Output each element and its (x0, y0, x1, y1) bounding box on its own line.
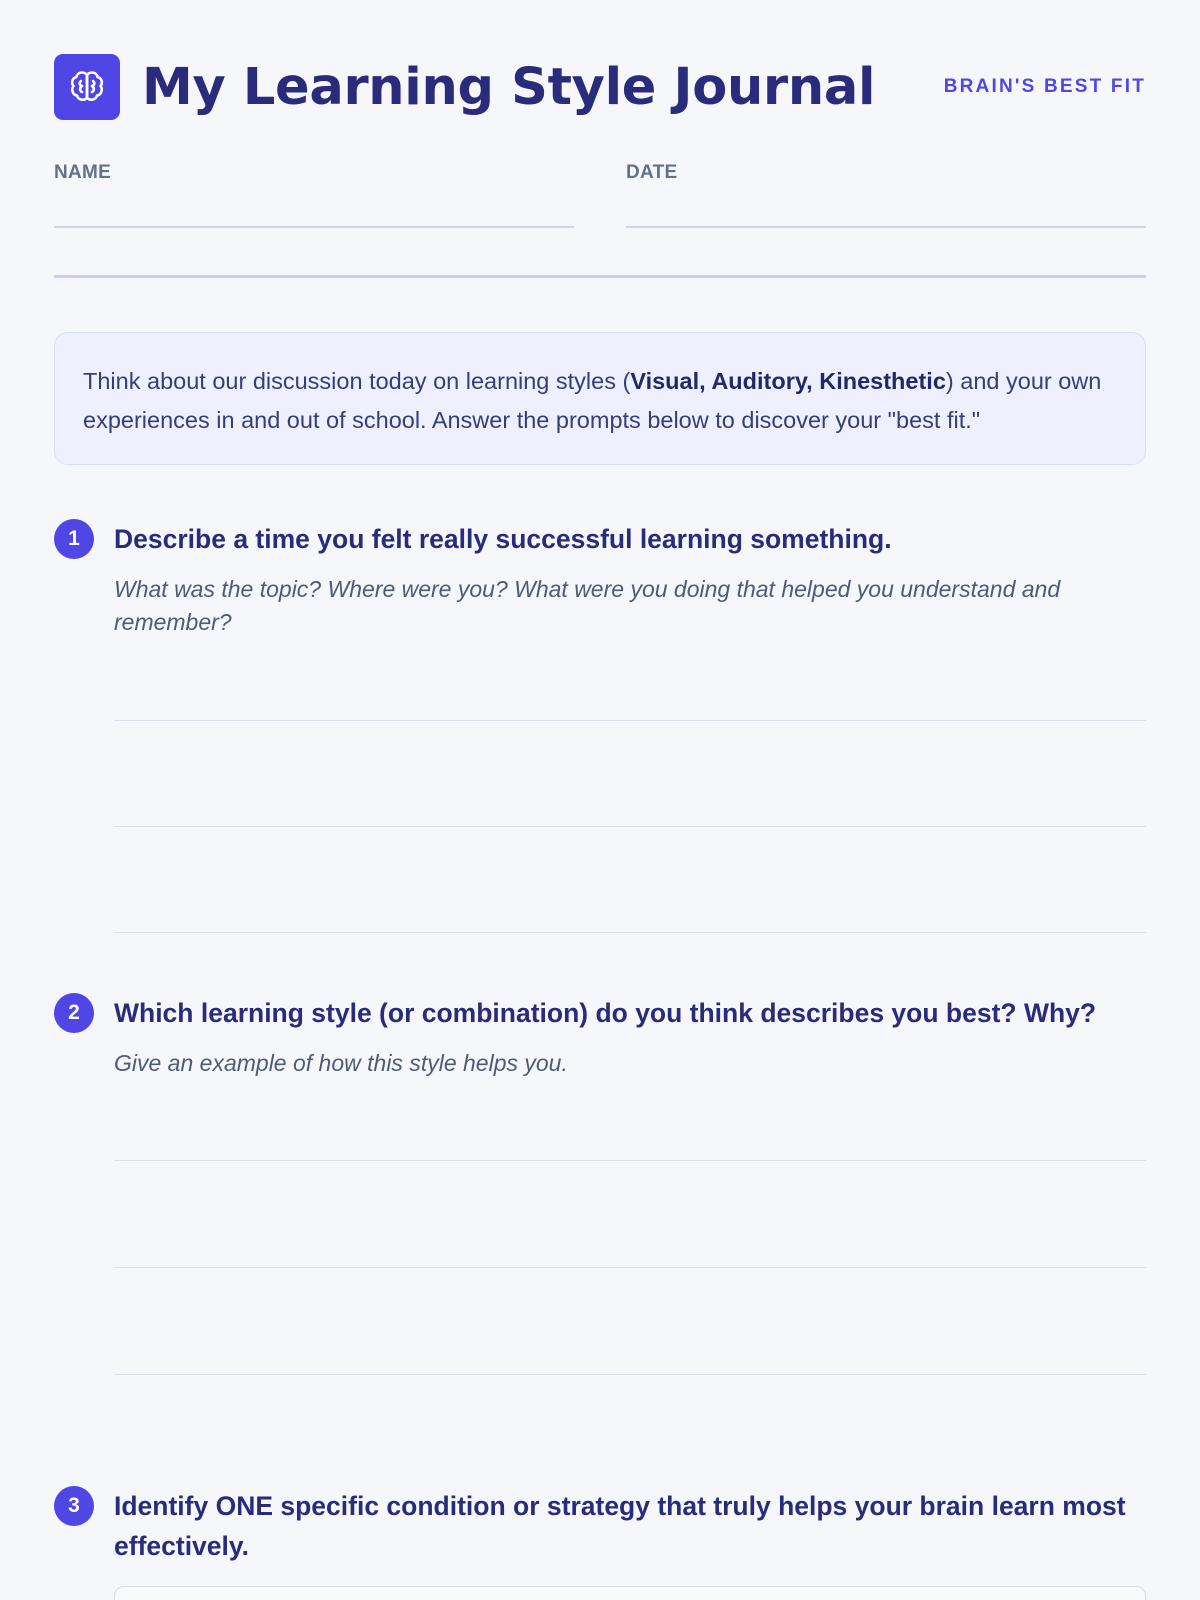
brain-icon (54, 54, 120, 120)
header (54, 54, 1146, 120)
date-line[interactable] (626, 226, 1146, 228)
answer-lines (114, 720, 1146, 933)
brand (54, 54, 875, 120)
name-field[interactable] (54, 162, 574, 228)
intro-text-before: Think about our discussion today on learning styles ( (83, 368, 631, 394)
name-label: NAME (54, 162, 112, 183)
intro-text-after: ) and your own experiences in and out of school. Answer the prompts below to discover your "best fit." (83, 368, 1102, 433)
question-title: Identify ONE specific condition or strategy that truly helps your brain learn most effectively. (114, 1491, 1126, 1561)
intro-box (54, 332, 1146, 465)
question-3 (54, 1486, 1146, 1566)
date-label: DATE (626, 162, 678, 183)
header-divider (54, 275, 1146, 278)
date-field[interactable] (626, 162, 1146, 228)
question-1 (54, 519, 1146, 933)
question-hint: Give an example of how this style helps you. (114, 1050, 568, 1076)
answer-line[interactable] (114, 826, 1146, 827)
answer-line[interactable] (114, 1374, 1146, 1375)
question-number-badge: 2 (54, 993, 94, 1033)
question-2 (54, 993, 1146, 1375)
intro-styles: Visual, Auditory, Kinesthetic (630, 368, 946, 394)
question-title: Which learning style (or combination) do you think describes you best? Why? (114, 998, 1097, 1028)
question-number-badge: 1 (54, 519, 94, 559)
name-line[interactable] (54, 226, 574, 228)
answer-box[interactable] (114, 1586, 1146, 1600)
student-fields (54, 162, 1146, 228)
answer-line[interactable] (114, 932, 1146, 933)
answer-line[interactable] (114, 1267, 1146, 1268)
tagline: BRAIN'S BEST FIT (943, 76, 1146, 97)
question-title: Describe a time you felt really successful learning something. (114, 524, 892, 554)
answer-lines (114, 1160, 1146, 1375)
question-hint: What was the topic? Where were you? What were you doing that helped you understand and remember? (114, 576, 1061, 635)
page-title: My Learning Style Journal (142, 57, 876, 117)
question-number-badge: 3 (54, 1486, 94, 1526)
answer-line[interactable] (114, 720, 1146, 721)
answer-line[interactable] (114, 1160, 1146, 1161)
